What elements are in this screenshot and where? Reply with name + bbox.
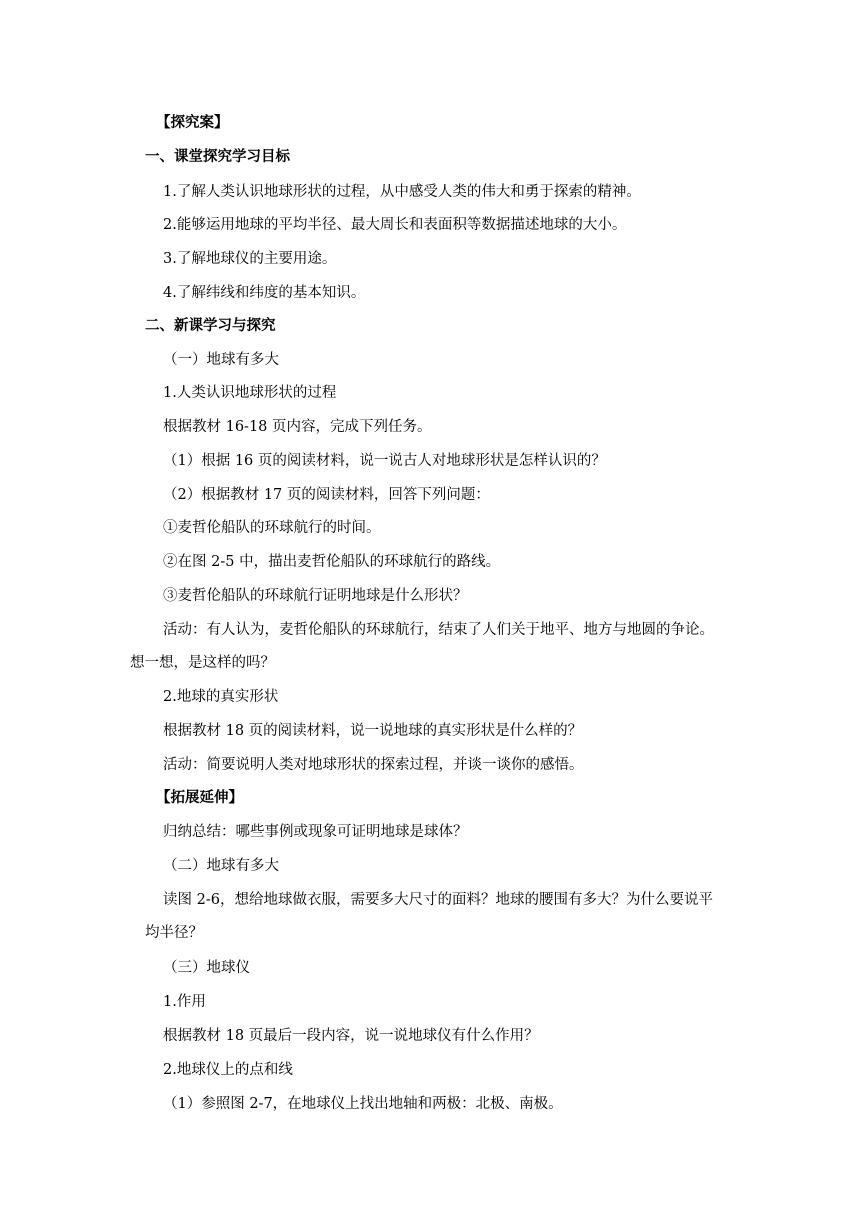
question: 根据教材 18 页的阅读材料，说一说地球的真实形状是什么样的？ xyxy=(163,723,583,739)
subsection-title: （三）地球仪 xyxy=(163,960,250,976)
question: 读图 2-6，想给地球做衣服，需要多大尺寸的面料？地球的腰围有多大？为什么要说平 xyxy=(163,892,713,908)
topic-title: 2.地球仪上的点和线 xyxy=(163,1062,293,1078)
question: （1）参照图 2-7，在地球仪上找出地轴和两极：北极、南极。 xyxy=(163,1096,563,1112)
goal-item: 3.了解地球仪的主要用途。 xyxy=(163,251,337,267)
section-label-tanjiuan: 【探究案】 xyxy=(156,114,229,131)
topic-title: 1.作用 xyxy=(163,994,206,1010)
question: 归纳总结：哪些事例或现象可证明地球是球体？ xyxy=(163,824,468,840)
subsection-title: （二）地球有多大 xyxy=(163,858,279,874)
question: （2）根据教材 17 页的阅读材料，回答下列问题： xyxy=(163,487,490,503)
question-continued: 均半径？ xyxy=(145,925,203,941)
subsection-title: （一）地球有多大 xyxy=(163,352,279,368)
goal-item: 1.了解人类认识地球形状的过程，从中感受人类的伟大和勇于探索的精神。 xyxy=(163,184,641,200)
question: 根据教材 18 页最后一段内容，说一说地球仪有什么作用？ xyxy=(163,1028,539,1044)
topic-title: 1.人类认识地球形状的过程 xyxy=(163,385,337,401)
heading-learning-goals: 一、课堂探究学习目标 xyxy=(145,148,290,165)
activity-paragraph: 活动：有人认为，麦哲伦船队的环球航行，结束了人们关于地平、地方与地圆的争论。 xyxy=(163,622,714,638)
question-item: ①麦哲伦船队的环球航行的时间。 xyxy=(163,520,381,536)
topic-title: 2.地球的真实形状 xyxy=(163,689,279,705)
paragraph: 根据教材 16-18 页内容，完成下列任务。 xyxy=(163,419,432,435)
section-label-extension: 【拓展延伸】 xyxy=(156,789,243,806)
question-item: ②在图 2-5 中，描出麦哲伦船队的环球航行的路线。 xyxy=(163,554,501,570)
question: （1）根据 16 页的阅读材料，说一说古人对地球形状是怎样认识的？ xyxy=(163,453,606,469)
activity-paragraph-continued: 想一想，是这样的吗？ xyxy=(130,655,275,671)
heading-new-lesson: 二、新课学习与探究 xyxy=(145,317,276,334)
activity-paragraph: 活动：简要说明人类对地球形状的探索过程，并谈一谈你的感悟。 xyxy=(163,757,584,773)
question-item: ③麦哲伦船队的环球航行证明地球是什么形状？ xyxy=(163,588,468,604)
goal-item: 4.了解纬线和纬度的基本知识。 xyxy=(163,285,366,301)
goal-item: 2.能够运用地球的平均半径、最大周长和表面积等数据描述地球的大小。 xyxy=(163,217,627,233)
